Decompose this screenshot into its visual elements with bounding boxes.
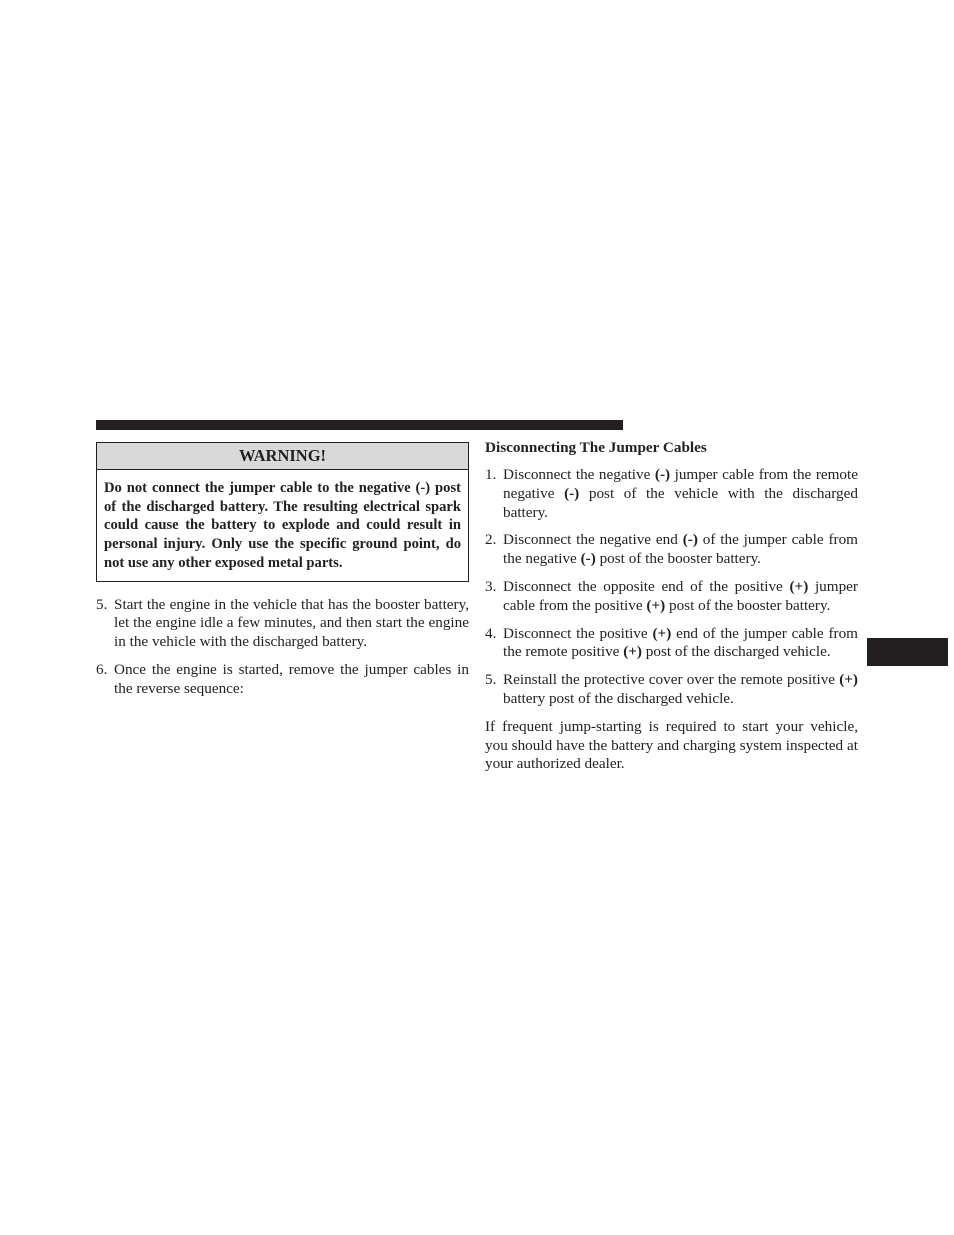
list-item xyxy=(485,531,858,569)
top-rule xyxy=(96,420,623,430)
list-item xyxy=(485,578,858,616)
polarity-symbol: (+) xyxy=(652,624,672,642)
step-text: post of the booster battery. xyxy=(665,596,831,614)
right-column xyxy=(485,438,858,789)
list-item xyxy=(485,466,858,522)
step-text: Once the engine is started, remove the jumper cables in the reverse sequence: xyxy=(114,660,469,697)
polarity-symbol: (-) xyxy=(580,550,596,568)
chapter-tab xyxy=(867,638,948,666)
step-text: Disconnect the negative xyxy=(503,466,655,483)
step-text: battery post of the discharged vehicle. xyxy=(503,689,734,707)
step-number: 3. xyxy=(485,577,497,595)
warning-text: Do not connect the jumper cable to the negative (-) post of the discharged battery. The resulting electrical spark could cause the battery to explode and could result in personal injury. Only use the specific ground point, do not use any other exposed metal parts. xyxy=(104,480,461,571)
step-text: jumper cable from the remote negative xyxy=(503,466,858,502)
polarity-symbol: (+) xyxy=(623,643,642,661)
step-text: Disconnect the opposite end of the positive xyxy=(503,577,790,595)
step-text: post of the discharged vehicle. xyxy=(641,643,831,661)
step-text: end of the jumper cable from the remote positive xyxy=(503,624,858,661)
step-number: 5. xyxy=(96,595,108,613)
closing-paragraph: If frequent jump-starting is required to start your vehicle, you should have the battery and charging system inspected at your authorized dealer. xyxy=(485,717,858,773)
list-item xyxy=(96,596,469,652)
list-item xyxy=(96,661,469,699)
step-text: Reinstall the protective cover over the remote positive xyxy=(503,671,840,689)
polarity-symbol: (-) xyxy=(564,484,580,502)
left-steps-list xyxy=(96,596,469,699)
warning-title: WARNING! xyxy=(97,443,468,470)
left-column xyxy=(96,442,469,699)
step-number: 2. xyxy=(485,531,497,549)
step-text: jumper cable from the positive xyxy=(503,577,858,614)
step-text: Disconnect the negative end xyxy=(503,531,683,549)
step-number: 6. xyxy=(96,660,108,678)
step-number: 4. xyxy=(485,624,497,642)
step-text: of the jumper cable from the negative xyxy=(503,531,858,568)
polarity-symbol: (+) xyxy=(646,596,666,614)
list-item xyxy=(485,625,858,663)
step-number: 1. xyxy=(485,466,497,483)
polarity-symbol: (+) xyxy=(839,671,858,689)
step-text: Disconnect the positive xyxy=(503,624,653,642)
step-text: Start the engine in the vehicle that has the booster battery, let the engine idle a few minutes, and then start the engine in the vehicle with the discharged battery. xyxy=(114,595,469,651)
polarity-symbol: (+) xyxy=(789,577,809,595)
step-number: 5. xyxy=(485,671,497,689)
disconnect-steps-list xyxy=(485,466,858,709)
step-text: post of the booster battery. xyxy=(595,550,761,568)
step-text: post of the vehicle with the discharged battery. xyxy=(503,484,858,521)
warning-box xyxy=(96,442,469,582)
list-item xyxy=(485,671,858,709)
polarity-symbol: (-) xyxy=(654,466,671,483)
section-heading: Disconnecting The Jumper Cables xyxy=(485,439,707,456)
polarity-symbol: (-) xyxy=(682,531,698,549)
